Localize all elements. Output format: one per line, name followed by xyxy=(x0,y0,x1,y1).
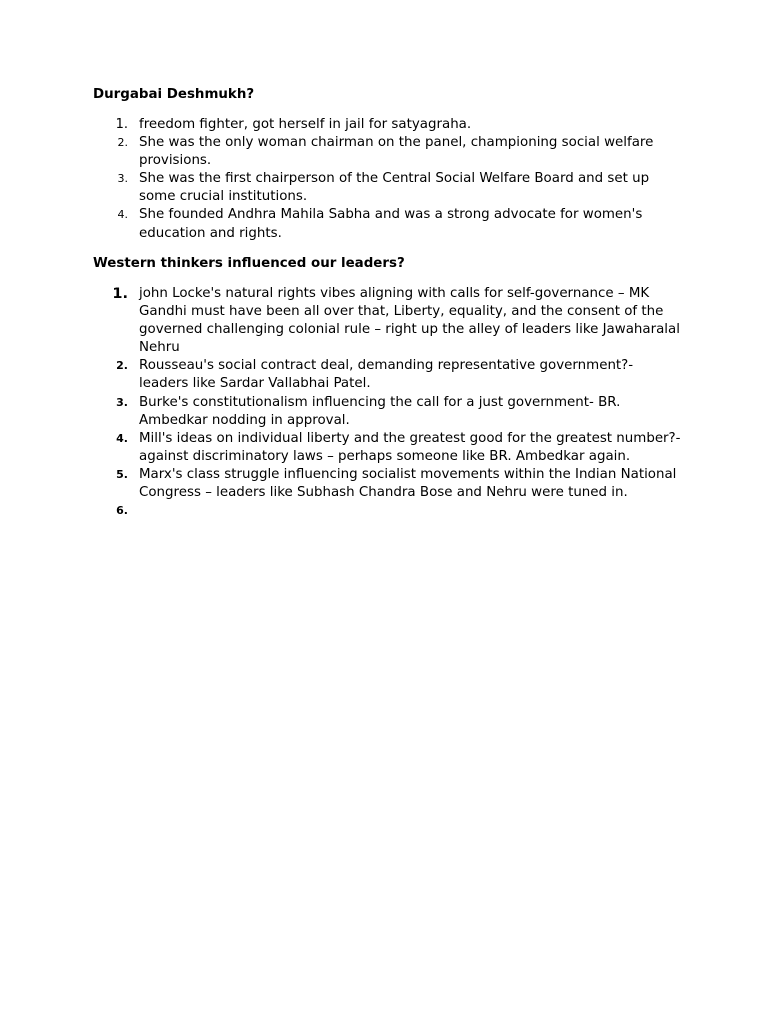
list-item xyxy=(93,357,683,393)
list-item-text: Rousseau's social contract deal, demanding representative government?- leaders like Sardar Vallabhai Patel. xyxy=(139,358,634,392)
list-item-number: 4. xyxy=(116,431,128,445)
list-item-text: Marx's class struggle influencing socialist movements within the Indian National Congress – leaders like Subhash Chandra Bose and Nehru were tuned in. xyxy=(139,466,677,501)
list-item-number: 2. xyxy=(117,136,128,150)
list-item xyxy=(93,466,683,502)
list-item xyxy=(93,394,683,430)
list-item-text: She founded Andhra Mahila Sabha and was a strong advocate for women's education and rights. xyxy=(139,207,643,241)
list-item xyxy=(93,116,683,134)
list-item-number: 4. xyxy=(117,208,128,222)
list-item-number: 5. xyxy=(116,467,128,481)
list-item xyxy=(93,430,683,466)
list-item-text: Burke's constitutionalism influencing the call for a just government- BR. Ambedkar nodding in approval. xyxy=(139,394,621,428)
list-item-text: freedom fighter, got herself in jail for satyagraha. xyxy=(139,117,472,132)
list-item xyxy=(93,206,683,242)
list-item-text: She was the only woman chairman on the panel, championing social welfare provisions. xyxy=(139,135,654,169)
section-heading-western-thinkers: Western thinkers influenced our leaders? xyxy=(93,256,405,271)
list-item-text: She was the first chairperson of the Central Social Welfare Board and set up some crucial institutions. xyxy=(139,171,650,205)
section-heading-durgabai: Durgabai Deshmukh? xyxy=(93,87,255,102)
list-item-number: 3. xyxy=(117,172,128,186)
list-item-number: 1. xyxy=(115,117,128,132)
durgabai-list xyxy=(93,116,683,243)
list-item xyxy=(93,285,683,357)
list-item-text: john Locke's natural rights vibes aligning with calls for self-governance – MK Gandhi must have been all over that, Liberty, equality, and the consent of the governed challenging colonial rule – right up the alley of leaders like Jawaharalal Nehru xyxy=(139,286,680,356)
list-item-number: 6. xyxy=(116,504,128,518)
list-item xyxy=(93,502,683,520)
list-item-number: 2. xyxy=(116,359,128,373)
list-item xyxy=(93,170,683,206)
list-item-number: 1. xyxy=(112,286,128,302)
list-item-text: Mill's ideas on individual liberty and the greatest good for the greatest number?- against discriminatory laws – perhaps someone like BR. Ambedkar again. xyxy=(139,430,681,464)
list-item-number: 3. xyxy=(116,395,128,409)
list-item xyxy=(93,134,683,170)
western-thinkers-list xyxy=(93,285,683,520)
